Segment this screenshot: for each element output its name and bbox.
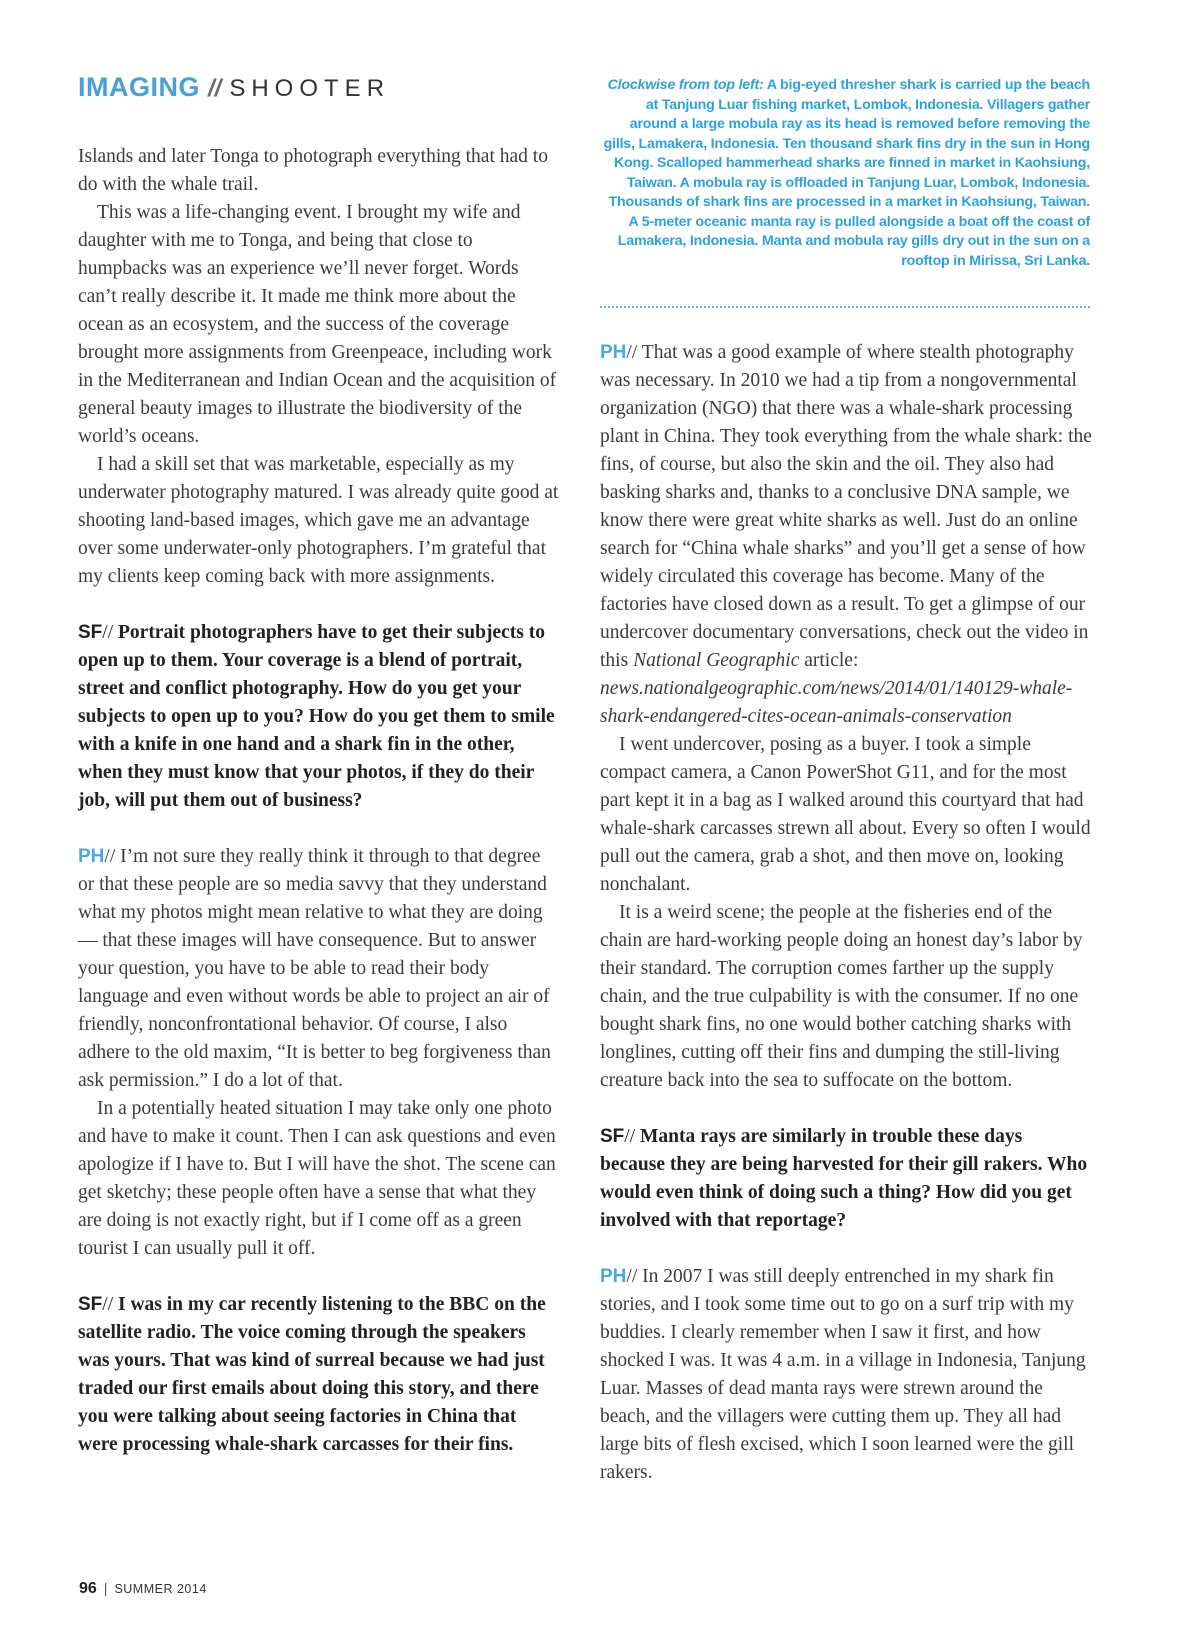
question-sf [78,619,560,815]
section-name: IMAGING [78,72,200,102]
caption-divider [600,306,1090,308]
answer-text: I’m not sure they really think it through to that degree or that these people are so media savvy that they understand what my photos might mean relative to what they are doing — that these images will have consequence. But to answer your question, you have to be able to read their body language and even without words be able to project an air of friendly, nonconfrontational behavior. Of course, I also adhere to the old maxim, “It is better to beg forgiveness than ask permission.” I do a lot of that. [78,846,551,1091]
question-text: I was in my car recently listening to the BBC on the satellite radio. The voice coming through the speakers was yours. That was kind of surreal because we had just traded our first emails about doing this story, and there you were talking about seeing factories in China that were processing whale-shark carcasses for their fins. [78,1294,546,1455]
article-link[interactable]: news.nationalgeographic.com/news/2014/01/140129-whale-shark-endangered-cites-ocean-animals-conservation [600,678,1073,727]
answer-ph [600,1263,1092,1487]
magazine-title: National Geographic [633,650,800,671]
caption-lead: Clockwise from top left: [607,77,764,93]
section-header [78,72,390,103]
answer-text: In 2007 I was still deeply entrenched in my shark fin stories, and I took some time out to go on a surf trip with my buddies. I clearly remember when I saw it first, and how shocked I was. It was 4 a.m. in a village in Indonesia, Tanjung Luar. Masses of dead manta rays were strewn around the beach, and the villagers were cutting them up. They all had large bits of flesh excised, which I soon learned were the gill rakers. [600,1266,1086,1483]
paragraph: Islands and later Tonga to photograph everything that had to do with the whale trail. [78,146,548,195]
ph-label: PH [78,846,105,867]
label-slash: // [104,846,116,867]
issue-label: SUMMER 2014 [114,1582,207,1596]
answer-text: That was a good example of where stealth photography was necessary. In 2010 we had a tip from a nongovernmental organization (NGO) that there was a whale-shark processing plant in China. They took everything from the whale shark: the fins, of course, but also the skin and the oil. They also had basking sharks and, thanks to a conclusive DNA sample, we know there were great white sharks as well. Just do an online search for “China whale sharks” and you’ll get a sense of how widely circulated this coverage has become. Many of the factories have closed down as a result. To get a glimpse of our undercover documentary conversations, check out the video in this [600,342,1092,671]
right-column [600,339,1092,1487]
label-slash: // [626,1266,638,1287]
header-slashes: // [208,75,222,102]
sf-label: SF [600,1126,625,1147]
ph-label: PH [600,342,627,363]
answer-ph [78,843,560,1095]
paragraph: I went undercover, posing as a buyer. I took a simple compact camera, a Canon PowerShot G11, and for the most part kept it in a bag as I walked around this courtyard that had whale-shark carcasses strewn all about. Every so often I would pull out the camera, grab a shot, and then move on, looking nonchalant. [600,734,1091,895]
label-slash: // [102,1294,114,1315]
photo-caption [598,76,1090,271]
label-slash: // [102,622,114,643]
sf-label: SF [78,622,103,643]
page-footer [79,1580,207,1598]
label-slash: // [624,1126,636,1147]
ph-label: PH [600,1266,627,1287]
paragraph: It is a weird scene; the people at the fisheries end of the chain are hard-working people doing an honest day’s labor by their standard. The corruption comes farther up the supply chain, and the true culpability is with the consumer. If no one bought shark fins, no one would bother catching sharks with longlines, cutting off their fins and dumping the still-living creature back into the sea to suffocate on the bottom. [600,902,1083,1091]
page-number: 96 [79,1580,97,1597]
paragraph: In a potentially heated situation I may take only one photo and have to make it count. Then I can ask questions and even apologize if I have to. But I will have the shot. The scene can get sketchy; these people often have a sense that what they are doing is not exactly right, but if I come off as a green tourist I can usually pull it off. [78,1098,556,1259]
answer-ph [600,339,1092,731]
sf-label: SF [78,1294,103,1315]
caption-text: A big-eyed thresher shark is carried up the beach at Tanjung Luar fishing market, Lombok, Indonesia. Villagers gather around a large mobula ray as its head is removed before removing the gills, Lamakera, Indonesia. Ten thousand shark fins dry in the sun in Hong Kong. Scalloped hammerhead sharks are finned in market in Kaohsiung, Taiwan. A mobula ray is offloaded in Tanjung Luar, Lombok, Indonesia. Thousands of shark fins are processed in a market in Kaohsiung, Taiwan. A 5-meter oceanic manta ray is pulled alongside a boat off the coast of Lamakera, Indonesia. Manta and mobula ray gills dry out in the sun on a rooftop in Mirissa, Sri Lanka. [603,77,1090,269]
question-text: Portrait photographers have to get their subjects to open up to them. Your coverage is a blend of portrait, street and conflict photography. How do you get your subjects to open up to you? How do you get them to smile with a knife in one hand and a shark fin in the other, when they must know that your photos, if they do their job, will put them out of business? [78,622,555,811]
question-sf [78,1291,560,1459]
label-slash: // [626,342,638,363]
paragraph: I had a skill set that was marketable, especially as my underwater photography matured. I was already quite good at shooting land-based images, which gave me an advantage over some underwater-only photographers. I’m grateful that my clients keep coming back with more assignments. [78,454,559,587]
answer-text: article: [799,650,859,671]
question-text: Manta rays are similarly in trouble these days because they are being harvested for their gill rakers. Who would even think of doing such a thing? How did you get involved with that reportage? [600,1126,1088,1231]
footer-separator: | [103,1580,108,1596]
question-sf [600,1123,1092,1235]
subsection-name: SHOOTER [229,75,391,102]
paragraph: This was a life-changing event. I brought my wife and daughter with me to Tonga, and being that close to humpbacks was an experience we’ll never forget. Words can’t really describe it. It made me think more about the ocean as an ecosystem, and the success of the coverage brought more assignments from Greenpeace, including work in the Mediterranean and Indian Ocean and the acquisition of general beauty images to illustrate the biodiversity of the world’s oceans. [78,202,557,447]
left-column [78,143,560,1459]
